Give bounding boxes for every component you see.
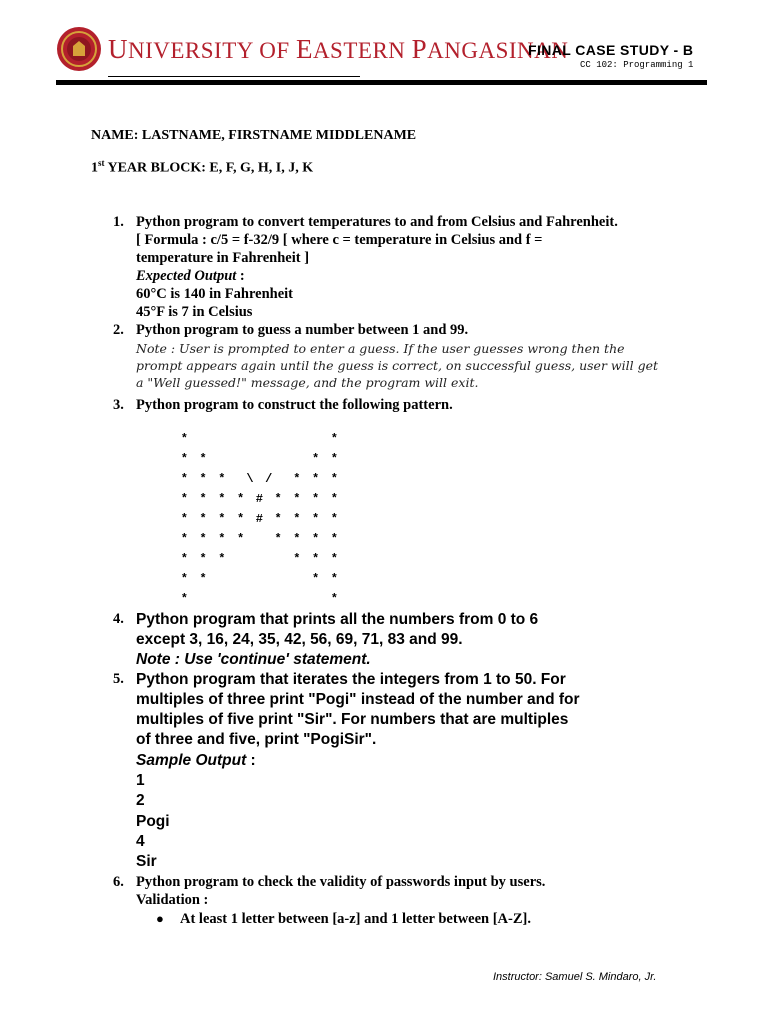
pattern-char: * [330, 512, 338, 526]
university-word-2: OF [259, 38, 290, 63]
university-word-4: PANGASINAN [411, 34, 569, 64]
course-code: CC 102: Programming 1 [580, 60, 694, 70]
pattern-char: * [180, 452, 188, 466]
item-2-title: Python program to guess a number between 1 and 99. [136, 322, 469, 338]
pattern-char: * [293, 472, 301, 486]
university-name [108, 34, 568, 65]
bullet-icon: ● [156, 911, 164, 926]
pattern-char: * [218, 492, 226, 506]
item-5-line-4: of three and five, print "PogiSir". [136, 731, 377, 748]
university-word-3: EASTERN [295, 34, 406, 64]
pattern-char: * [330, 492, 338, 506]
pattern-char: * [330, 532, 338, 546]
pattern-char: * [330, 552, 338, 566]
pattern-row [175, 432, 345, 452]
document-title: FINAL CASE STUDY - B [528, 42, 694, 58]
pattern-char: * [312, 492, 320, 506]
item-1-expected-label: Expected Output : [136, 268, 245, 284]
year-block-line: 1st YEAR BLOCK: E, F, G, H, I, J, K [91, 158, 314, 176]
item-5-output-5: Sir [136, 853, 157, 870]
pattern-char: * [312, 512, 320, 526]
pattern-char: * [199, 492, 207, 506]
pattern-char: * [180, 572, 188, 586]
pattern-char: * [180, 512, 188, 526]
pattern-char: * [293, 552, 301, 566]
item-1-line-3: temperature in Fahrenheit ] [136, 250, 310, 266]
item-5-sample-label: Sample Output : [136, 752, 256, 769]
item-3-title: Python program to construct the following pattern. [136, 397, 453, 413]
pattern-row [175, 492, 345, 512]
pattern-char: * [237, 492, 245, 506]
item-1-line-2: [ Formula : c/5 = f-32/9 [ where c = temperature in Celsius and f = [136, 232, 543, 248]
pattern-char: # [255, 512, 263, 526]
pattern-row [175, 532, 345, 552]
pattern-char: * [199, 452, 207, 466]
item-6-number: 6. [113, 874, 124, 890]
item-2-note-2: prompt appears again until the guess is correct, on successful guess, user will get [136, 358, 658, 373]
pattern-char: * [218, 472, 226, 486]
pattern-char: * [312, 532, 320, 546]
pattern-char: * [180, 432, 188, 446]
university-logo [56, 26, 102, 72]
item-5-line-3: multiples of five print "Sir". For numbers that are multiples [136, 711, 569, 728]
pattern-row [175, 512, 345, 532]
pattern-char: # [255, 492, 263, 506]
pattern-row [175, 452, 345, 472]
pattern-char: * [330, 452, 338, 466]
header-underline [108, 76, 360, 77]
pattern-char: * [274, 532, 282, 546]
item-4-number: 4. [113, 611, 124, 627]
pattern-char: * [180, 552, 188, 566]
item-2-number: 2. [113, 322, 124, 338]
pattern-char: * [293, 512, 301, 526]
item-2-note-3: a "Well guessed!" message, and the program will exit. [136, 375, 479, 390]
item-5-line-2: multiples of three print "Pogi" instead of the number and for [136, 691, 580, 708]
pattern-row [175, 472, 345, 492]
pattern-char: * [330, 572, 338, 586]
pattern-char: * [312, 472, 320, 486]
pattern-row [175, 572, 345, 592]
item-5-output-1: 1 [136, 772, 145, 789]
pattern-char: * [199, 532, 207, 546]
pattern-char: * [274, 492, 282, 506]
pattern-char: * [218, 532, 226, 546]
instructor-footer: Instructor: Samuel S. Mindaro, Jr. [493, 971, 657, 983]
item-5-output-2: 2 [136, 792, 145, 809]
pattern-char: * [199, 572, 207, 586]
pattern-row [175, 592, 345, 612]
pattern-char: * [312, 572, 320, 586]
header-rule [56, 80, 707, 85]
item-3-number: 3. [113, 397, 124, 413]
pattern-char: * [180, 592, 188, 606]
item-6-title: Python program to check the validity of passwords input by users. [136, 874, 546, 890]
item-4-note: Note : Use 'continue' statement. [136, 651, 371, 668]
university-word-1: UNIVERSITY [108, 34, 254, 64]
item-4-line-1: Python program that prints all the numbers from 0 to 6 [136, 611, 539, 628]
pattern-char: * [312, 452, 320, 466]
star-pattern [175, 432, 345, 606]
pattern-row [175, 552, 345, 572]
pattern-char: * [274, 512, 282, 526]
pattern-char: / [265, 472, 273, 486]
pattern-char: * [330, 472, 338, 486]
pattern-char: * [199, 472, 207, 486]
item-1-output-2: 45°F is 7 in Celsius [136, 304, 253, 320]
item-1-number: 1. [113, 214, 124, 230]
item-4-line-2: except 3, 16, 24, 35, 42, 56, 69, 71, 83 and 99. [136, 631, 463, 648]
pattern-char: * [199, 512, 207, 526]
pattern-char: * [218, 552, 226, 566]
pattern-char: * [237, 532, 245, 546]
pattern-char: * [180, 492, 188, 506]
pattern-char: \ [246, 472, 254, 486]
item-2-note-1: Note : User is prompted to enter a guess. If the user guesses wrong then the [136, 341, 625, 356]
item-1-line-1: Python program to convert temperatures to and from Celsius and Fahrenheit. [136, 214, 618, 230]
pattern-char: * [330, 432, 338, 446]
item-1-output-1: 60°C is 140 in Fahrenheit [136, 286, 293, 302]
item-5-output-4: 4 [136, 833, 145, 850]
item-6-validation-label: Validation : [136, 892, 209, 908]
pattern-char: * [237, 512, 245, 526]
pattern-char: * [312, 552, 320, 566]
item-5-number: 5. [113, 671, 124, 687]
pattern-char: * [293, 532, 301, 546]
student-name-line: NAME: LASTNAME, FIRSTNAME MIDDLENAME [91, 128, 417, 143]
item-5-output-3: Pogi [136, 813, 170, 830]
item-6-bullet-text: At least 1 letter between [a-z] and 1 letter between [A-Z]. [180, 911, 531, 927]
item-5-line-1: Python program that iterates the integers from 1 to 50. For [136, 671, 566, 688]
pattern-char: * [199, 552, 207, 566]
pattern-char: * [180, 532, 188, 546]
pattern-char: * [218, 512, 226, 526]
pattern-char: * [180, 472, 188, 486]
pattern-char: * [330, 592, 338, 606]
pattern-char: * [293, 492, 301, 506]
